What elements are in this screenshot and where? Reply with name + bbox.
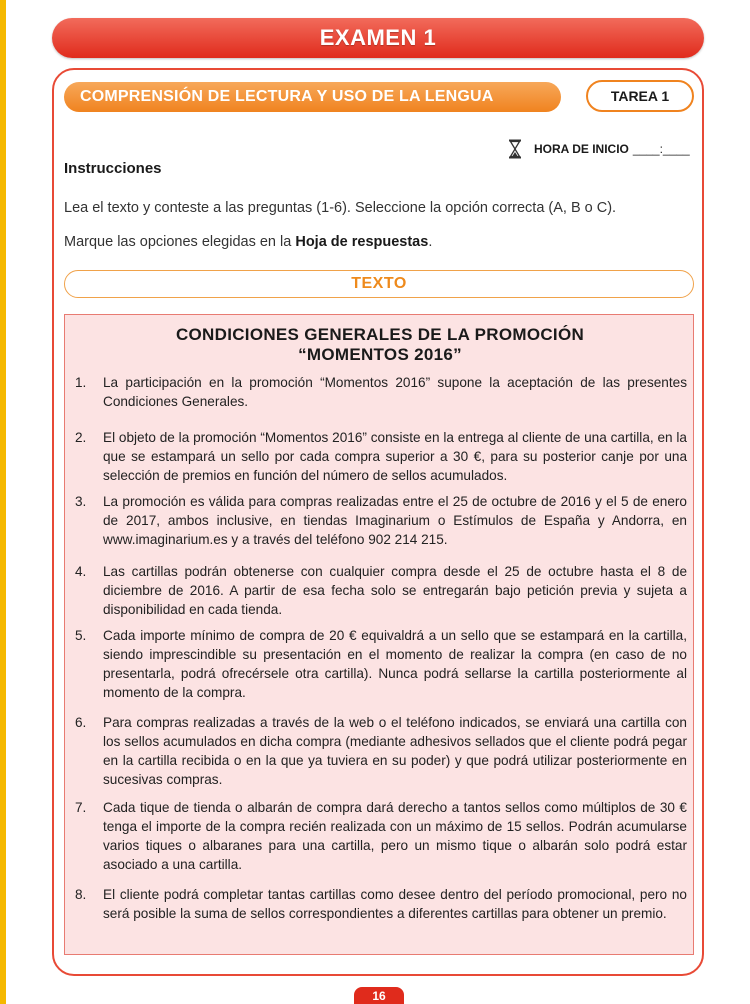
text-title: CONDICIONES GENERALES DE LA PROMOCIÓN (175, 325, 585, 344)
condition-text: La participación en la promoción “Momentos 2016” supone la aceptación de las presentes Condiciones Generales. (103, 375, 687, 409)
condition-number: 2. (75, 430, 87, 445)
condition-item (75, 713, 687, 789)
condition-number: 3. (75, 494, 87, 509)
condition-text: La promoción es válida para compras realizadas entre el 25 de octubre de 2016 y el 5 de enero de 2017, ambos inclusive, en tiendas Imaginarium o Estímulos de España y Andorra, en www.imaginarium.es y a través del teléfono 902 214 215. (103, 494, 687, 547)
condition-item (75, 492, 687, 549)
condition-number: 8. (75, 887, 87, 902)
condition-text: El cliente podrá completar tantas cartillas como desee dentro del período promocional, pero no será posible la suma de sellos correspondientes a diferentes cartillas para obtener un premio. (103, 887, 687, 921)
start-time-blank[interactable]: ____:____ (632, 142, 690, 156)
hourglass-icon (508, 139, 522, 159)
condition-text: Cada importe mínimo de compra de 20 € equivaldrá a un sello que se estampará en la cartilla, siendo imprescindible su presentación en el momento de realizar la compra (en caso de no presentarla, podrá ofrecérsele otra cartilla). Nunca podrá sellarse la cartilla posteriormente al momento de la compra. (103, 628, 687, 700)
instructions-heading: Instrucciones (64, 160, 162, 177)
text-subtitle: “MOMENTOS 2016” (298, 345, 462, 364)
page-edge-strip (0, 0, 6, 1004)
condition-item (75, 798, 687, 874)
task-label: TAREA 1 (610, 88, 670, 104)
condition-number: 1. (75, 375, 87, 390)
condition-text: Para compras realizadas a través de la web o el teléfono indicados, se enviará una cartilla con los sellos acumulados en dicha compra (mediante adhesivos sellados que el cliente podrá pegar en la cartilla recibida o en la que ya tuviera en su poder) y que podrá utilizar posteriormente en sucesivas compras. (103, 715, 687, 787)
exam-header-bar (52, 18, 704, 58)
condition-item (75, 562, 687, 619)
instructions-text: . (428, 234, 433, 250)
condition-number: 4. (75, 564, 87, 579)
texto-label: TEXTO (351, 275, 407, 292)
page-number: 16 (372, 988, 386, 1003)
section-banner (64, 82, 561, 112)
condition-number: 7. (75, 800, 87, 815)
condition-item (75, 885, 687, 923)
reading-text-box (64, 314, 694, 955)
texto-banner (64, 270, 694, 298)
page-number-badge (354, 987, 404, 1004)
start-time-row (508, 138, 690, 160)
instructions-line (64, 234, 432, 250)
condition-number: 6. (75, 715, 87, 730)
condition-text: El objeto de la promoción “Momentos 2016” consiste en la entrega al cliente de una cartilla, en la que se estampará un sello por cada compra superior a 30 €, para su posterior canje por una selección de premios en función del número de sellos acumulados. (103, 430, 687, 483)
instructions-text: Marque las opciones elegidas en la (64, 234, 296, 250)
condition-item (75, 428, 687, 485)
condition-text: Las cartillas podrán obtenerse con cualquier compra desde el 25 de octubre hasta el 8 de diciembre de 2016. A partir de esa fecha solo se entregarán bajo petición previa y sujeta a disponibilidad en cada tienda. (103, 564, 687, 617)
condition-item (75, 373, 687, 411)
task-badge (586, 80, 694, 112)
exam-title: EXAMEN 1 (319, 25, 437, 50)
condition-number: 5. (75, 628, 87, 643)
answer-sheet-reference: Hoja de respuestas (295, 234, 429, 250)
start-time-label: HORA DE INICIO (534, 142, 629, 156)
instructions-line: Lea el texto y conteste a las preguntas (1-6). Seleccione la opción correcta (A, B o C). (64, 200, 617, 216)
condition-text: Cada tique de tienda o albarán de compra dará derecho a tantos sellos como múltiplos de 30 € tenga el importe de la compra recién realizada con un máximo de 15 sellos. Podrán acumularse varios tiques o albaranes para una cartilla, pero un mismo tique o albarán solo podrá estar asociado a una cartilla. (103, 800, 687, 872)
section-title: COMPRENSIÓN DE LECTURA Y USO DE LA LENGUA (80, 88, 494, 105)
condition-item (75, 626, 687, 702)
